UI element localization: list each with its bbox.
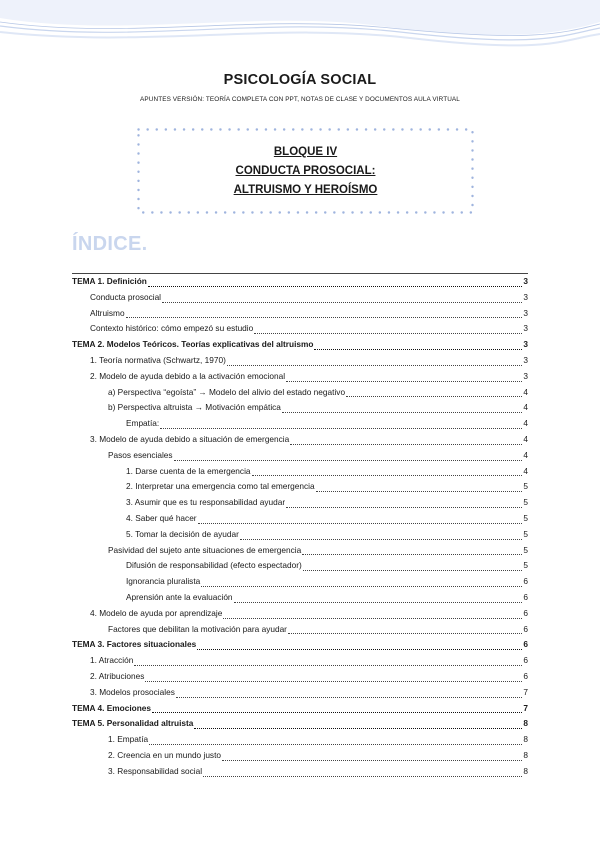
toc-entry[interactable] [72,306,528,322]
toc-dot-leader [288,624,522,634]
toc-entry-label: Empatía: [126,418,160,429]
toc-dot-leader [152,703,522,713]
header-wave-decoration [0,0,600,50]
toc-entry-label: Altruismo [90,307,125,318]
toc-dot-leader [286,498,522,508]
toc-entry-label: 1. Empatía [108,734,149,745]
toc-dot-leader [223,609,522,619]
toc-dot-leader [149,735,522,745]
toc-entry-label: Contexto histórico: cómo empezó su estudio [90,323,254,334]
toc-dot-leader [176,688,523,698]
toc-entry-page: 5 [523,481,528,492]
toc-entry-label: 1. Darse cuenta de la emergencia [126,465,251,476]
toc-entry-label: TEMA 2. Modelos Teóricos. Teorías explicativas del altruismo [72,339,314,350]
toc-entry[interactable] [72,685,528,701]
toc-entry[interactable] [72,495,528,511]
toc-dot-leader [252,466,523,476]
toc-entry-label: Aprensión ante la evaluación [126,591,233,602]
toc-entry-page: 4 [523,449,528,460]
toc-entry[interactable] [72,273,528,290]
toc-entry-page: 3 [523,354,528,365]
toc-entry[interactable] [72,527,528,543]
toc-entry-page: 3 [523,307,528,318]
toc-dot-leader [145,672,522,682]
toc-entry-page: 3 [523,339,528,350]
toc-dot-leader [282,403,522,413]
block-number: BLOQUE IV [273,146,338,158]
toc-entry-label: 5. Tomar la decisión de ayudar [126,528,239,539]
toc-entry-label: 4. Modelo de ayuda por aprendizaje [90,607,223,618]
toc-entry-page: 4 [523,465,528,476]
toc-entry-label: Conducta prosocial [90,291,162,302]
toc-entry-label: 2. Modelo de ayuda debido a la activación emocional [90,370,286,381]
toc-entry[interactable] [72,464,528,480]
toc-dot-leader [198,514,523,524]
toc-entry-label: TEMA 3. Factores situacionales [72,639,197,650]
toc-entry-page: 5 [523,528,528,539]
toc-entry[interactable] [72,353,528,369]
toc-entry[interactable] [72,669,528,685]
toc-entry[interactable] [72,558,528,574]
toc-dot-leader [174,451,523,461]
toc-entry-page: 6 [523,576,528,587]
toc-entry-label: Factores que debilitan la motivación para ayudar [108,623,287,634]
toc-entry[interactable] [72,574,528,590]
toc-entry-label: 4. Saber qué hacer [126,512,197,523]
toc-dot-leader [290,435,522,445]
toc-dot-leader [346,387,522,397]
toc-entry-page: 3 [523,276,528,286]
toc-entry[interactable] [72,385,528,401]
toc-entry-label: 3. Asumir que es tu responsabilidad ayudar [126,497,286,508]
toc-entry-page: 5 [523,560,528,571]
toc-entry-label: TEMA 4. Emociones [72,702,151,713]
index-heading: ÍNDICE. [72,233,148,255]
toc-entry-page: 5 [523,544,528,555]
toc-entry-label: 2. Creencia en un mundo justo [108,749,222,760]
toc-entry-page: 5 [523,497,528,508]
toc-entry-page: 7 [523,702,528,713]
toc-entry[interactable] [72,543,528,559]
toc-dot-leader [203,767,522,777]
toc-entry-page: 4 [523,433,528,444]
toc-entry-label: 2. Atribuciones [90,670,145,681]
toc-entry[interactable] [72,653,528,669]
toc-dot-leader [254,324,522,334]
toc-entry-label: 1. Atracción [90,655,134,666]
toc-entry-page: 6 [523,655,528,666]
table-of-contents [72,273,528,780]
toc-entry-label: Pasividad del sujeto ante situaciones de emergencia [108,544,302,555]
toc-entry[interactable] [72,637,528,653]
toc-dot-leader [316,482,523,492]
toc-entry-page: 3 [523,291,528,302]
toc-entry[interactable] [72,511,528,527]
toc-entry-page: 5 [523,512,528,523]
toc-entry-label: 3. Responsabilidad social [108,765,203,776]
toc-entry-page: 6 [523,623,528,634]
toc-entry-page: 6 [523,670,528,681]
toc-entry-label: 2. Interpretar una emergencia como tal emergencia [126,481,315,492]
toc-entry-label: TEMA 1. Definición [72,276,147,286]
toc-dot-leader [303,561,523,571]
toc-entry-page: 4 [523,418,528,429]
toc-entry-label: Ignorancia pluralista [126,576,201,587]
toc-entry[interactable] [72,622,528,638]
toc-entry-page: 7 [523,686,528,697]
toc-entry[interactable] [72,590,528,606]
toc-dot-leader [314,340,522,350]
toc-entry[interactable] [72,448,528,464]
toc-entry-page: 3 [523,323,528,334]
toc-dot-leader [134,656,522,666]
toc-dot-leader [286,372,522,382]
toc-dot-leader [197,640,522,650]
toc-entry-label: b) Perspectiva altruista → Motivación empática [108,402,281,413]
block-subtopic: ALTRUISMO Y HEROÍSMO [233,184,378,196]
toc-entry-page: 8 [523,749,528,760]
toc-entry-page: 3 [523,370,528,381]
toc-entry[interactable] [72,337,528,353]
toc-entry[interactable] [72,748,528,764]
toc-entry[interactable] [72,321,528,337]
toc-entry-page: 4 [523,402,528,413]
toc-entry-label: 1. Teoría normativa (Schwartz, 1970) [90,354,226,365]
toc-entry-label: 3. Modelos prosociales [90,686,175,697]
toc-entry[interactable] [72,732,528,748]
toc-dot-leader [222,751,522,761]
toc-dot-leader [162,293,522,303]
toc-entry[interactable] [72,432,528,448]
toc-dot-leader [160,419,522,429]
toc-entry-page: 8 [523,765,528,776]
toc-dot-leader [234,593,523,603]
toc-entry-page: 4 [523,386,528,397]
toc-entry[interactable] [72,416,528,432]
toc-dot-leader [240,530,523,540]
toc-entry[interactable] [72,290,528,306]
toc-entry-label: 3. Modelo de ayuda debido a situación de emergencia [90,433,290,444]
block-title-box [137,128,474,214]
toc-dot-leader [227,356,522,366]
toc-entry-page: 6 [523,607,528,618]
toc-dot-leader [126,308,523,318]
toc-entry-page: 6 [523,639,528,650]
block-topic: CONDUCTA PROSOCIAL: [235,165,376,177]
toc-entry-label: Difusión de responsabilidad (efecto espectador) [126,560,302,571]
toc-entry[interactable] [72,701,528,717]
toc-entry[interactable] [72,716,528,732]
document-subtitle: APUNTES VERSIÓN: TEORÍA COMPLETA CON PPT, NOTAS DE CLASE Y DOCUMENTOS AULA VIRTUAL [140,96,460,103]
document-title: PSICOLOGÍA SOCIAL [223,72,377,88]
toc-dot-leader [302,545,522,555]
toc-entry-label: TEMA 5. Personalidad altruista [72,718,194,729]
toc-entry[interactable] [72,369,528,385]
toc-entry[interactable] [72,606,528,622]
toc-entry[interactable] [72,479,528,495]
toc-entry[interactable] [72,400,528,416]
toc-dot-leader [194,719,522,729]
toc-entry-page: 6 [523,591,528,602]
toc-entry[interactable] [72,764,528,780]
toc-entry-page: 8 [523,718,528,729]
toc-entry-label: a) Perspectiva “egoísta” → Modelo del alivio del estado negativo [108,386,346,397]
toc-dot-leader [148,277,523,287]
toc-entry-label: Pasos esenciales [108,449,173,460]
toc-entry-page: 8 [523,734,528,745]
toc-dot-leader [201,577,522,587]
